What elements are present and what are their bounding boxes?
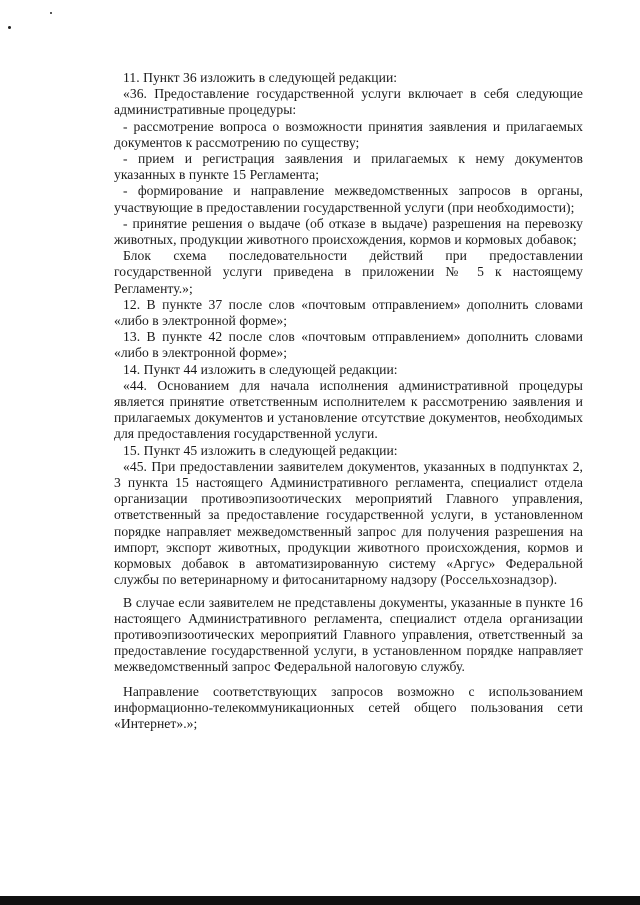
- paragraph-item-44: «44. Основанием для начала исполнения административной процедуры является принятие ответственным исполнителем к рассмотрению заявления и прилагаемых документов и установление отсутствие документов, необходимых для предоставления государственной услуги.: [114, 377, 583, 442]
- paragraph-item-12: 12. В пункте 37 после слов «почтовым отправлением» дополнить словами «либо в электронной форме»;: [114, 296, 583, 329]
- paragraph-item-36: «36. Предоставление государственной услуги включает в себя следующие административные процедуры:: [114, 86, 583, 118]
- paragraph-item-14: 14. Пункт 44 изложить в следующей редакции:: [123, 361, 398, 377]
- paragraph-item-11: 11. Пункт 36 изложить в следующей редакции:: [123, 70, 398, 85]
- paragraph-item-15: 15. Пункт 45 изложить в следующей редакции:: [123, 442, 398, 458]
- list-item-review: - рассмотрение вопроса о возможности принятия заявления и прилагаемых документов к рассмотрению по существу;: [114, 118, 583, 150]
- list-item-decision: - принятие решения о выдаче (об отказе в выдаче) разрешения на перевозку животных, продукции животного происхождения, кормов и кормовых добавок;: [114, 215, 583, 248]
- list-item-registration: - прием и регистрация заявления и прилагаемых к нему документов указанных в пункте 15 Регламента;: [114, 151, 583, 183]
- scan-speck: [50, 12, 52, 14]
- paragraph-item-13: 13. В пункте 42 после слов «почтовым отправлением» дополнить словами «либо в электронной форме»;: [114, 329, 583, 361]
- list-item-requests: - формирование и направление межведомственных запросов в органы, участвующие в предоставлении государственной услуги (при необходимости);: [114, 183, 583, 215]
- scan-bottom-border: [0, 896, 640, 905]
- paragraph-internet-requests: Направление соответствующих запросов возможно с использованием информационно-телекоммуникационных сетей общего пользования сети «Интернет».»;: [114, 683, 583, 731]
- document-body: [114, 70, 583, 732]
- scan-speck: [8, 26, 11, 29]
- paragraph-case-no-documents: В случае если заявителем не представлены документы, указанные в пункте 16 настоящего Административного регламента, специалист отдела организации противоэпизоотических мероприятий Главного управления, ответственный за предоставление государственной услуги, в установленном порядке направляет межведомственный запрос Федеральной налоговую службу.: [114, 594, 583, 675]
- paragraph-block-scheme: Блок схема последовательности действий при предоставлении государственной услуги приведена в приложении № 5 к настоящему Регламенту.»;: [114, 248, 583, 296]
- paragraph-item-45: «45. При предоставлении заявителем документов, указанных в подпунктах 2, 3 пункта 15 настоящего Административного регламента, специалист отдела организации противоэпизоотических мероприятий Главного управления, ответственный за предоставление государственной услуги, в установленном порядке направляет межведомственный запрос для получения разрешения на импорт, экспорт животных, продукции животного происхождения, кормов и кормовых добавок в автоматизированную систему «Аргус» Федеральной службы по ветеринарному и фитосанитарному надзору (Россельхознадзор).: [114, 458, 583, 588]
